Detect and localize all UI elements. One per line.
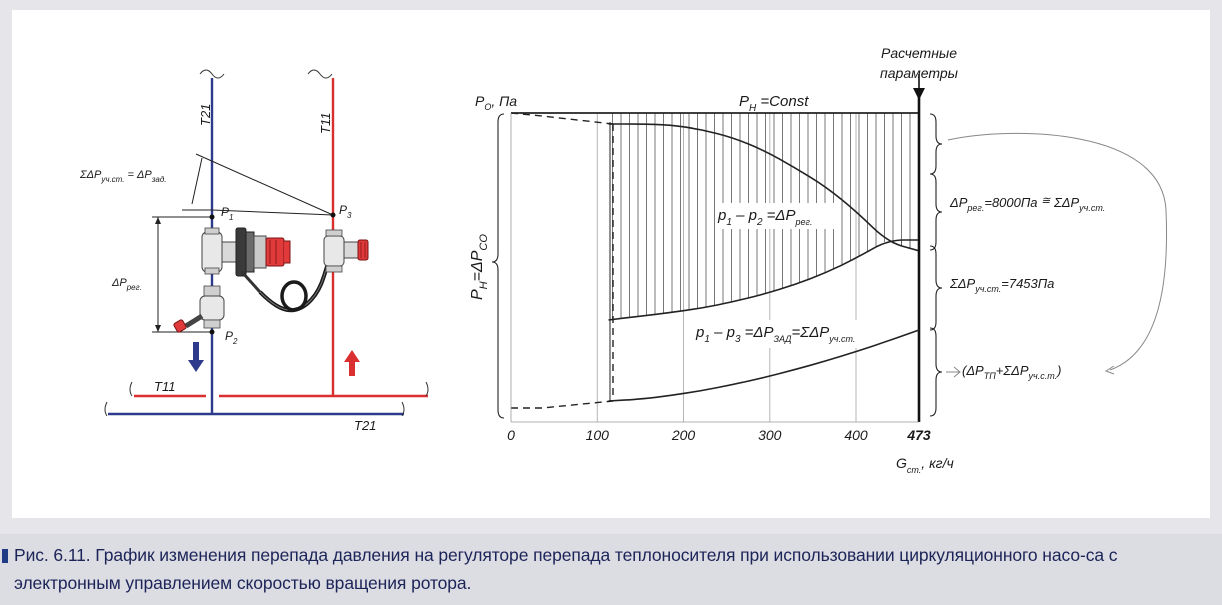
label-t21-vertical: T21: [198, 103, 213, 126]
x-tick-400: 400: [844, 427, 868, 443]
x-tick-473: 473: [907, 427, 931, 443]
x-tick-100: 100: [585, 427, 609, 443]
brace-sum-dp: [930, 246, 942, 330]
break-mark-t21: [200, 70, 224, 78]
label-p3: $P_3$: [339, 203, 352, 220]
design-params-line2: параметры: [880, 65, 958, 81]
figure-panel: [12, 10, 1210, 518]
design-params-line1: Расчетные: [881, 45, 957, 61]
balancing-valve-icon: [173, 286, 224, 333]
break-mark-t11-h: [130, 382, 132, 396]
eq-reg-label: $p_1 - p_2 =\Delta P_{рег.}$: [718, 207, 813, 228]
x-tick-0: 0: [507, 427, 515, 443]
x-tick-200: 200: [671, 427, 696, 443]
x-tick-labels: [507, 427, 931, 443]
tp-arrow-icon: [946, 367, 960, 377]
sum-dp-dimension-line: [192, 158, 202, 204]
label-t21-horizontal: T21: [354, 418, 377, 433]
right-label-tp: $(\Delta P_{ТП}+\Sigma\Delta P_{уч.с.т.})$: [962, 363, 1062, 381]
figure-svg: [12, 10, 1210, 518]
point-p2: [210, 330, 215, 335]
eq-zad-label: $p_1 - p_3 =\Delta P_{ЗАД}=\Sigma\Delta P_{уч.ст.}$: [696, 324, 856, 345]
break-mark-t11: [308, 70, 332, 78]
sum-dp-label: $\Sigma\Delta P_{уч.ст.} = \Delta P_{зад.}$: [80, 169, 167, 184]
chart-gridlines: [597, 113, 856, 422]
pressure-chart: [469, 45, 1167, 475]
brace-tp: [930, 328, 942, 416]
brace-top: [930, 114, 942, 174]
label-t11-vertical: T11: [318, 112, 333, 134]
transfer-arrow-curve: [948, 133, 1167, 370]
y-axis-title: $P_O$, Па: [475, 93, 518, 112]
break-mark-t21-h: [105, 402, 107, 416]
x-axis-title: $G_{ст.}$, кг/ч: [896, 455, 954, 475]
ph-const-label: $P_H$ =Const: [739, 93, 809, 114]
flow-down-arrow-icon: [188, 342, 204, 372]
flow-up-arrow-icon: [344, 350, 360, 376]
hatch-zad-area: [613, 113, 919, 410]
brace-reg: [930, 174, 942, 250]
label-p2: $P_2$: [225, 329, 238, 346]
figure-caption: [0, 534, 1222, 605]
x-tick-300: 300: [758, 427, 782, 443]
label-t11-horizontal: T11: [154, 379, 176, 394]
right-label-reg: $\Delta P_{рег.}=8000Па$ ≅ $\Sigma\Delta P_{уч.ст.}$: [950, 195, 1106, 213]
caption-text: Рис. 6.11. График изменения перепада давления на регуляторе перепада теплоносителя при использовании циркуляционного насо-са с электронным управлением скоростью вращения ротора.: [14, 545, 1118, 593]
point-p3: [331, 213, 336, 218]
ph-left-brace: [492, 114, 504, 418]
ph-left-label: $P_H=\Delta P_{CO}$: [469, 234, 490, 300]
pressure-regulator-valve-icon: [202, 228, 290, 292]
dp-reg-label: $\Delta P_{рег.}$: [112, 277, 142, 292]
label-p1: $P_1$: [221, 205, 234, 222]
right-label-sum-dp: $\Sigma\Delta P_{уч.ст.}=7453Па$: [950, 276, 1055, 294]
shutoff-valve-icon: [324, 230, 368, 272]
caption-marker: [2, 549, 8, 563]
piping-scheme: [79, 70, 428, 433]
point-p1: [210, 215, 215, 220]
